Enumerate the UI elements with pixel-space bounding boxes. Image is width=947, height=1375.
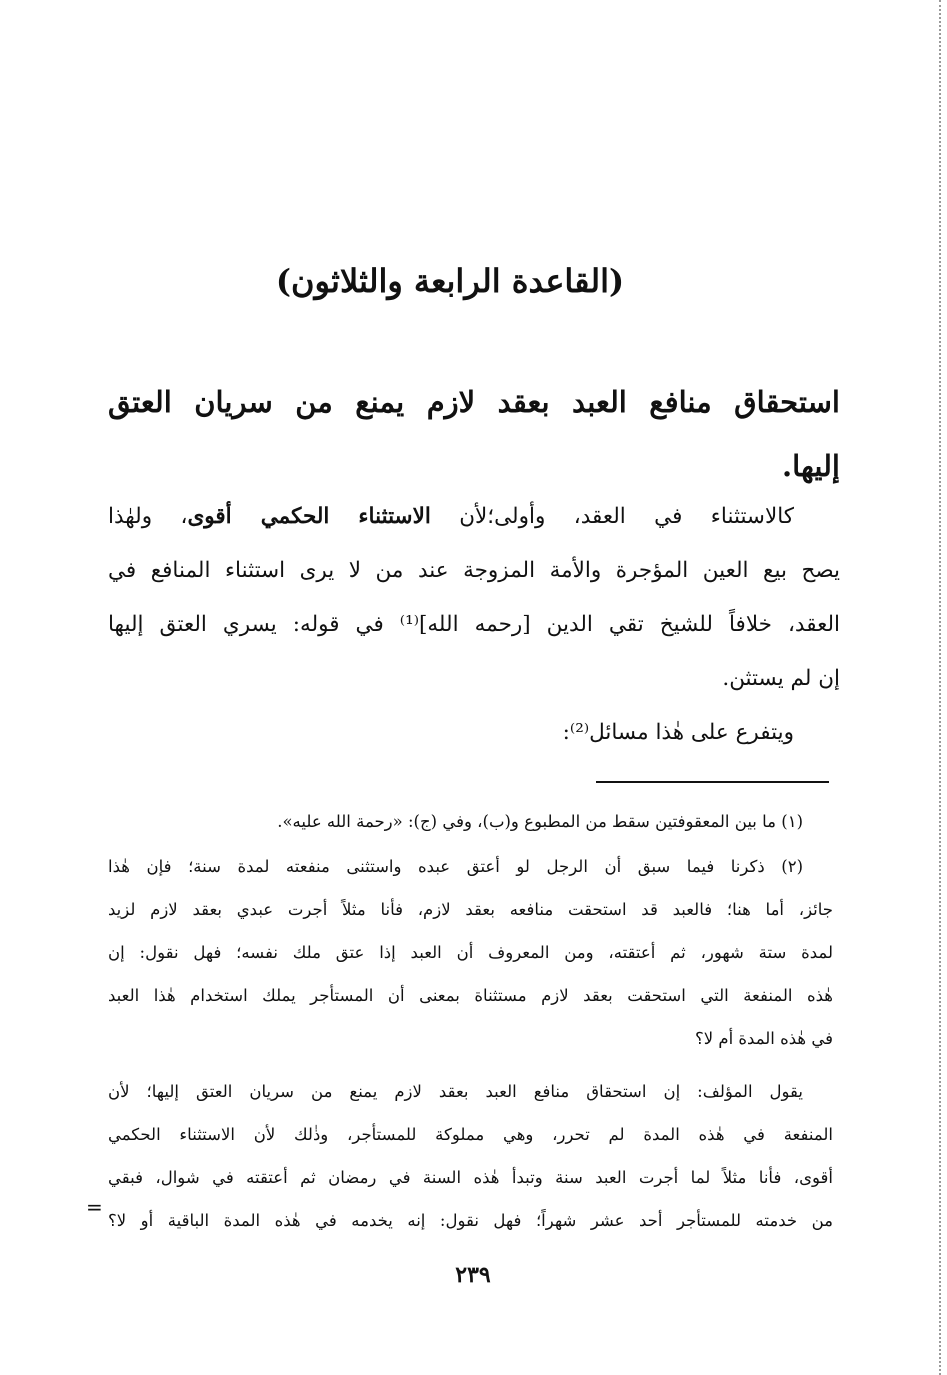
paragraph-line: ويتفرع على هٰذا مسائل⁽²⁾: [562,720,794,745]
rule-heading-line: إليها. [782,449,840,483]
footnote-line: لمدة ستة شهور، ثم أعتقته، ومن المعروف أن العبد إذا عتق ملك نفسه؛ فهل نقول: إن [108,943,833,962]
footnote-line: هٰذه المنفعة التي استحقت بعقد لازم مستثناة بمعنى أن المستأجر يملك استخدام هٰذا العبد [108,986,833,1005]
continuation-mark: = [86,1195,103,1219]
footnote-line: (١) ما بين المعقوفتين سقط من المطبوع و(ب)، وفي (ج): «رحمة الله عليه». [277,812,803,831]
footnote-1 [108,800,833,843]
paragraph-line: إن لم يستثن. [722,666,840,691]
footnote-line: يقول المؤلف: إن استحقاق منافع العبد بعقد لازم يمنع من سريان العتق إليها؛ لأن [108,1082,803,1101]
footnote-line: من خدمته للمستأجر أحد عشر شهراً؛ فهل نقول: إنه يخدمه في هٰذه المدة الباقية أو لا؟ [108,1211,833,1230]
footnote-2 [108,845,833,1060]
main-paragraph [108,490,840,760]
footnote-line: جائز، أما هنا؛ فالعبد قد استحقت منافعه بعقد لازم، فأنا مثلاً أجرت عبدي بعقد لازم لزيد [108,900,833,919]
paragraph-text: كالاستثناء في العقد، وأولى؛لأن [430,504,794,529]
footnote-2-commentary [108,1070,833,1242]
page-number: ٢٣٩ [455,1262,491,1288]
scan-edge-divider [939,0,941,1375]
footnote-line: المنفعة في هٰذه المدة لم تحرر، وهي مملوكة للمستأجر، وذٰلك لأن الاستثناء الحكمي [108,1125,833,1144]
footnote-separator [596,781,829,783]
paragraph-emphasis: الاستثناء الحكمي أقوى [187,504,431,529]
paragraph-text: ، ولهٰذا [108,504,188,529]
footnotes [108,800,833,1242]
footnote-line: (٢) ذكرنا فيما سبق أن الرجل لو أعتق عبده واستثنى منفعته لمدة سنة؛ فإن هٰذا [108,857,803,876]
paragraph-line: يصح بيع العين المؤجرة والأمة المزوجة عند من لا يرى استثناء المنافع في [108,558,840,583]
paragraph-line [108,490,840,544]
chapter-title: (القاعدة الرابعة والثلاثون) [275,262,625,300]
footnote-line: في هٰذه المدة أم لا؟ [694,1029,833,1048]
rule-heading [108,370,840,498]
paragraph-line: العقد، خلافاً للشيخ تقي الدين [رحمه الله]⁽¹⁾ في قوله: يسري العتق إليها [108,612,840,637]
rule-heading-line: استحقاق منافع العبد بعقد لازم يمنع من سريان العتق [108,385,840,419]
footnote-line: أقوى، فأنا مثلاً لما أجرت العبد سنة وتبدأ هٰذه السنة في رمضان ثم أعتقته في شوال، فبقي [108,1168,833,1187]
